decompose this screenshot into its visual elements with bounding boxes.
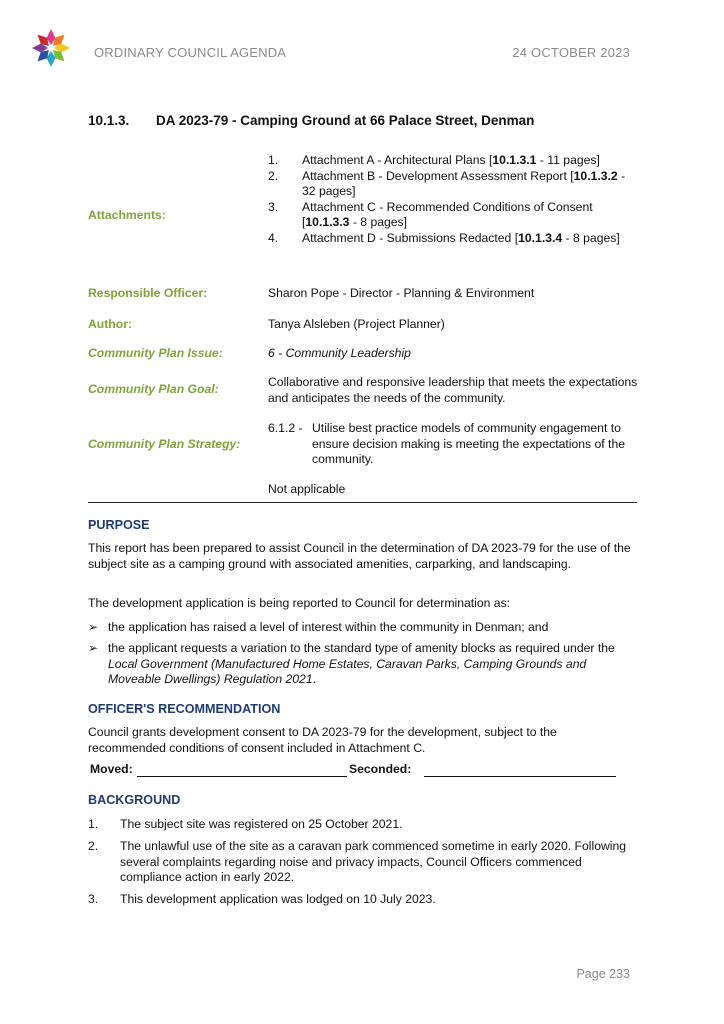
- responsible-officer-label: Responsible Officer:: [88, 286, 208, 300]
- seconded-signature-line[interactable]: [424, 776, 616, 777]
- attachment-item[interactable]: 1. Attachment A - Architectural Plans [10.1.3.1 - 11 pages]: [268, 153, 600, 167]
- page-number: Page 233: [576, 967, 630, 981]
- author-value: Tanya Alsleben (Project Planner): [268, 317, 445, 331]
- item-title-text: DA 2023-79 - Camping Ground at 66 Palace Street, Denman: [156, 113, 535, 128]
- not-applicable-value: Not applicable: [268, 482, 346, 496]
- item-title: [88, 113, 534, 128]
- plan-issue-label: Community Plan Issue:: [88, 346, 223, 360]
- strategy-code: 6.1.2 -: [268, 421, 303, 435]
- recommendation-text: Council grants development consent to DA 2023-79 for the development, subject to the recommended conditions of consent included in Attachment C.: [88, 725, 557, 755]
- attachment-item[interactable]: 3. Attachment C - Recommended Conditions of Consent [10.1.3.3 - 8 pages]: [268, 199, 593, 229]
- plan-goal-label: Community Plan Goal:: [88, 382, 219, 396]
- author-label: Author:: [88, 317, 132, 331]
- background-item: 3. This development application was lodged on 10 July 2023.: [88, 892, 436, 906]
- background-item: 2. The unlawful use of the site as a caravan park commenced sometime in early 2020. Following several complaints regarding noise and privacy impacts, Council Officers commenced compliance action in early 2022.: [88, 839, 627, 884]
- header-agenda-title: ORDINARY COUNCIL AGENDA: [94, 45, 287, 60]
- plan-issue-value: 6 - Community Leadership: [268, 346, 411, 360]
- attachment-item[interactable]: 2. Attachment B - Development Assessment Report [10.1.3.2 - 32 pages]: [268, 168, 626, 198]
- section-divider: [88, 502, 637, 503]
- purpose-intro: The development application is being reported to Council for determination as:: [88, 596, 511, 610]
- arrow-bullet-icon: ➢: [88, 641, 99, 655]
- responsible-officer-value: Sharon Pope - Director - Planning & Environment: [268, 286, 535, 300]
- purpose-bullet: ➢ the application has raised a level of interest within the community in Denman; and: [88, 620, 549, 634]
- seconded-label: Seconded:: [349, 762, 412, 776]
- plan-strategy-label: Community Plan Strategy:: [88, 437, 241, 451]
- purpose-paragraph: This report has been prepared to assist Council in the determination of DA 2023-79 for the use of the subject site as a camping ground with associated amenities, carparking, and landscaping.: [88, 541, 631, 571]
- moved-label: Moved:: [90, 762, 133, 776]
- background-heading: BACKGROUND: [88, 793, 181, 807]
- attachments-list: [268, 153, 638, 246]
- purpose-bullet: ➢ the applicant requests a variation to the standard type of amenity blocks as required under the Local Government (Manufactured Home Estates, Caravan Parks, Camping Grounds and Moveable Dwellings) Regulation 2021.: [88, 641, 615, 686]
- strategy-text: Utilise best practice models of community engagement to ensure decision making is meeting the expectations of the community.: [312, 421, 625, 466]
- attachment-item[interactable]: 4. Attachment D - Submissions Redacted [10.1.3.4 - 8 pages]: [268, 230, 620, 245]
- moved-signature-line[interactable]: [137, 776, 347, 777]
- purpose-heading: PURPOSE: [88, 518, 150, 532]
- plan-goal-value: Collaborative and responsive leadership that meets the expectations and anticipates the needs of the community.: [268, 375, 638, 405]
- recommendation-heading: OFFICER'S RECOMMENDATION: [88, 702, 281, 716]
- background-item: 1. The subject site was registered on 25 October 2021.: [88, 817, 403, 831]
- council-logo: [30, 27, 72, 69]
- plan-strategy-value: [268, 421, 638, 468]
- header-date: 24 OCTOBER 2023: [512, 45, 630, 60]
- item-number: 10.1.3.: [88, 113, 130, 128]
- arrow-bullet-icon: ➢: [88, 620, 99, 634]
- attachments-label: Attachments:: [88, 208, 166, 222]
